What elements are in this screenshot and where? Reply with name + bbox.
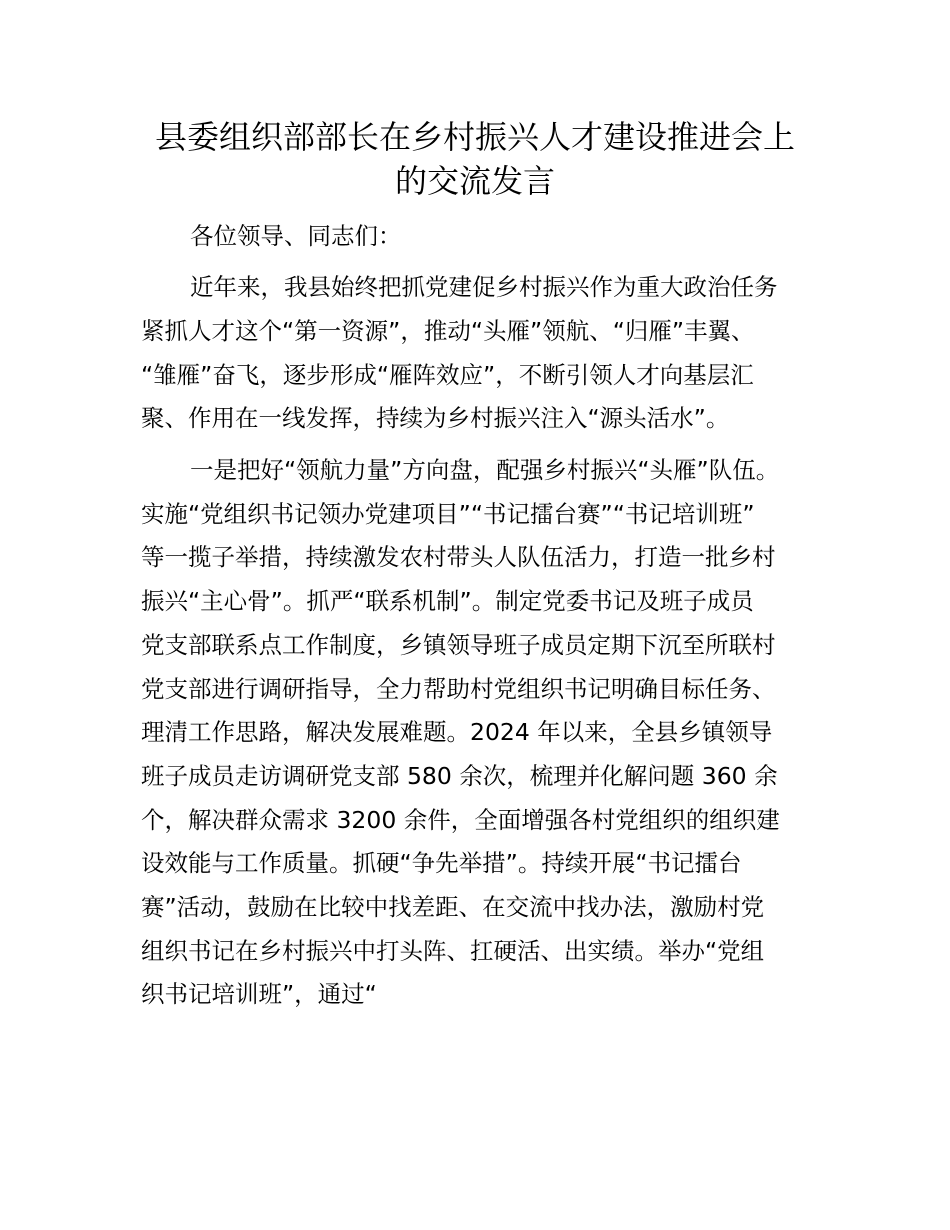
paragraph-2-line: 设效能与工作质量。抓硬“争先举措”。持续开展“书记擂台 [141,849,742,877]
paragraph-2-line: 理清工作思路，解决发展难题。2024 年以来，全县乡镇领导 [141,718,773,746]
paragraph-2-line: 班子成员走访调研党支部 580 余次，梳理并化解问题 360 余 [141,762,778,790]
paragraph-1-line: 聚、作用在一线发挥，持续为乡村振兴注入“源头活水”。 [141,404,730,432]
document-title-line-2: 的交流发言 [394,162,555,200]
paragraph-2-line: 党支部进行调研指导，全力帮助村党组织书记明确目标任务、 [141,675,776,703]
paragraph-2-line: 等一揽子举措，持续激发农村带头人队伍活力，打造一批乡村 [141,543,776,571]
paragraph-1-line: 紧抓人才这个“第一资源”，推动“头雁”领航、“归雁”丰翼、 [141,317,755,345]
paragraph-1-line: 近年来，我县始终把抓党建促乡村振兴作为重大政治任务 [190,273,778,301]
paragraph-2-line: 实施“党组织书记领办党建项目”“书记擂台赛”“书记培训班” [141,500,755,528]
paragraph-2-line: 组织书记在乡村振兴中打头阵、扛硬活、出实绩。举办“党组 [141,937,765,965]
document-title-line-1: 县委组织部部长在乡村振兴人才建设推进会上 [154,118,795,156]
paragraph-2-line: 一是把好“领航力量”方向盘，配强乡村振兴“头雁”队伍。 [190,456,780,484]
paragraph-2-line: 织书记培训班”，通过“ [141,980,377,1008]
salutation: 各位领导、同志们： [190,222,402,250]
paragraph-1-line: “雏雁”奋飞，逐步形成“雁阵效应”，不断引领人才向基层汇 [141,361,754,389]
paragraph-2-line: 振兴“主心骨”。抓严“联系机制”。制定党委书记及班子成员 [141,587,754,615]
paragraph-2-line: 个，解决群众需求 3200 余件，全面增强各村党组织的组织建 [141,806,780,834]
paragraph-2-line: 党支部联系点工作制度，乡镇领导班子成员定期下沉至所联村 [141,631,776,659]
paragraph-2-line: 赛”活动，鼓励在比较中找差距、在交流中找办法，激励村党 [141,893,765,921]
